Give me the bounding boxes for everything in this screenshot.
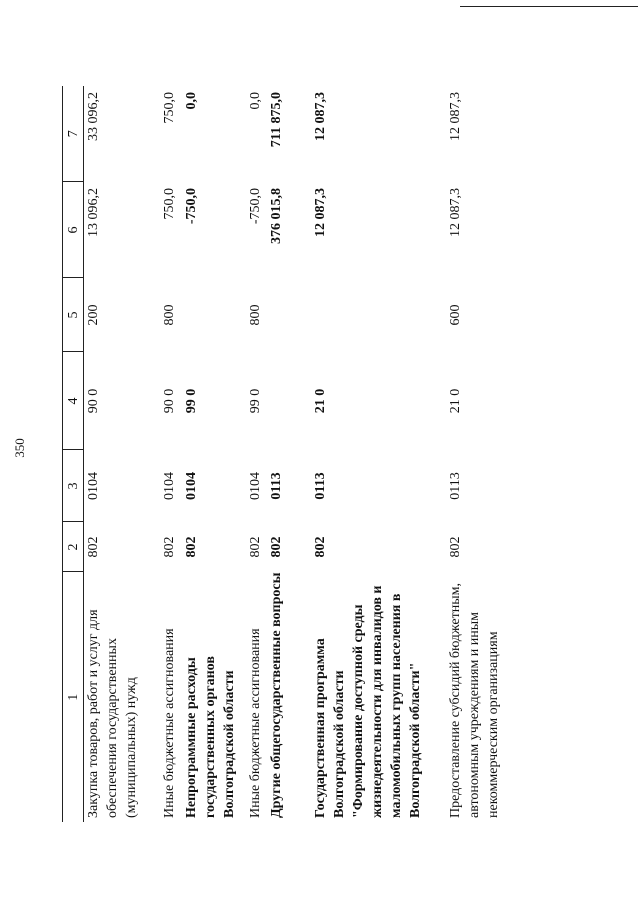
row-section-code: 0113 xyxy=(448,472,463,500)
row-target-code: 21 0 xyxy=(313,388,328,414)
table-header-row xyxy=(63,86,84,822)
row-section-code: 0104 xyxy=(248,472,263,500)
scan-edge-line xyxy=(460,6,638,7)
row-ministry-code: 802 xyxy=(162,536,177,558)
table-row xyxy=(84,86,161,822)
row-target-code: 99 0 xyxy=(184,388,199,414)
row-amount-col7: 12 087,3 xyxy=(448,92,463,141)
row-amount-col7: 0,0 xyxy=(184,92,199,110)
table-row xyxy=(446,86,542,822)
row-ministry-code: 802 xyxy=(448,536,463,558)
row-name: Иные бюджетные ассигнования xyxy=(162,628,177,818)
table-row xyxy=(311,86,446,822)
row-amount-col6: 13 096,2 xyxy=(86,188,101,237)
row-name: Иные бюджетные ассигнования xyxy=(248,628,263,818)
page-number: 350 xyxy=(12,438,27,458)
header-col-4: 4 xyxy=(63,352,84,450)
row-target-code xyxy=(267,352,311,450)
row-expense-type: 600 xyxy=(448,304,463,326)
row-section-code: 0104 xyxy=(162,472,177,500)
row-ministry-code: 802 xyxy=(313,536,328,558)
row-amount-col7: 750,0 xyxy=(162,92,177,124)
row-amount-col6: 750,0 xyxy=(162,188,177,220)
table-row xyxy=(246,86,267,822)
header-col-5: 5 xyxy=(63,278,84,352)
row-expense-type xyxy=(311,278,446,352)
header-col-7: 7 xyxy=(63,86,84,182)
row-expense-type xyxy=(182,278,246,352)
row-amount-col7: 711 875,0 xyxy=(269,92,284,148)
table-row xyxy=(160,86,182,822)
header-col-1: 1 xyxy=(63,572,84,822)
row-name: Государственная программа Волгоградской области "Формирование доступной среды жизнедеятельности для инвалидов и маломобильных групп населения в Волгоградской области" xyxy=(313,585,423,818)
row-expense-type: 200 xyxy=(86,304,101,326)
header-col-6: 6 xyxy=(63,182,84,278)
budget-table xyxy=(62,86,542,822)
row-amount-col7: 12 087,3 xyxy=(313,92,328,141)
row-expense-type xyxy=(267,278,311,352)
row-ministry-code: 802 xyxy=(269,536,284,558)
row-target-code: 90 0 xyxy=(86,388,101,414)
header-col-3: 3 xyxy=(63,450,84,522)
table-row xyxy=(182,86,246,822)
row-ministry-code: 802 xyxy=(248,536,263,558)
row-section-code: 0113 xyxy=(313,472,328,500)
table-row xyxy=(267,86,311,822)
row-amount-col6: 12 087,3 xyxy=(313,188,328,237)
row-section-code: 0104 xyxy=(184,472,199,500)
header-col-2: 2 xyxy=(63,522,84,572)
row-amount-col6: -750,0 xyxy=(184,188,199,225)
row-name: Предоставление субсидий бюджетным, автономным учреждениям и иным некоммерческим организациям xyxy=(448,582,501,818)
row-amount-col7: 33 096,2 xyxy=(86,92,101,141)
row-name: Закупка товаров, работ и услуг для обеспечения государственных (муниципальных) нужд xyxy=(86,609,139,818)
row-amount-col7: 0,0 xyxy=(248,92,263,110)
row-ministry-code: 802 xyxy=(184,536,199,558)
row-section-code: 0104 xyxy=(86,472,101,500)
row-amount-col6: 376 015,8 xyxy=(269,188,284,244)
row-name: Другие общегосударственные вопросы xyxy=(269,572,284,818)
row-target-code: 21 0 xyxy=(448,388,463,414)
row-ministry-code: 802 xyxy=(86,536,101,558)
row-target-code: 90 0 xyxy=(162,388,177,414)
rotated-table-container xyxy=(62,86,610,822)
row-expense-type: 800 xyxy=(162,304,177,326)
row-section-code: 0113 xyxy=(269,472,284,500)
row-expense-type: 800 xyxy=(248,304,263,326)
row-name: Непрограммные расходы государственных органов Волгоградской области xyxy=(184,656,237,818)
row-amount-col6: 12 087,3 xyxy=(448,188,463,237)
row-target-code: 99 0 xyxy=(248,388,263,414)
row-amount-col6: -750,0 xyxy=(248,188,263,225)
